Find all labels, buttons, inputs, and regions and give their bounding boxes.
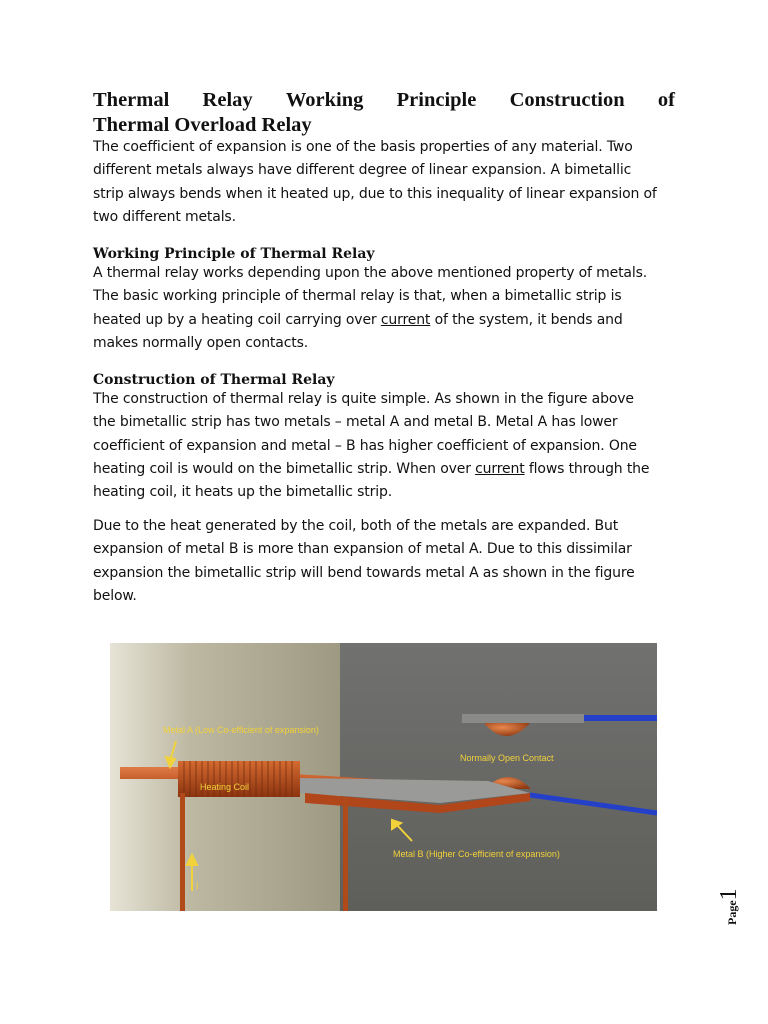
text-line: Due to the heat generated by the coil, both of the metals are expanded. But <box>93 518 619 534</box>
title-line-1 <box>93 88 675 113</box>
text-line: makes normally open contacts. <box>93 334 309 351</box>
upper-contact-arm <box>462 714 584 723</box>
text-line: heating coil is would on the bimetallic strip. When over current flows through the <box>93 460 650 477</box>
upper-wire <box>584 715 657 721</box>
page-number-value: 1 <box>716 888 742 901</box>
text-line: heating coil, it heats up the bimetallic strip. <box>93 484 392 501</box>
title-word: of <box>657 89 675 111</box>
construction-paragraph <box>93 388 678 504</box>
text-line: two different metals. <box>93 208 236 225</box>
working-principle-paragraph <box>93 262 678 355</box>
text-line: the bimetallic strip has two metals – metal A and metal B. Metal A has lower <box>93 414 618 431</box>
title-word: Construction <box>509 89 625 111</box>
thermal-relay-figure <box>110 643 657 911</box>
page-title <box>93 88 675 138</box>
coil-lead-left <box>180 793 185 911</box>
working-principle-heading: Working Principle of Thermal Relay <box>93 246 375 262</box>
intro-paragraph <box>93 136 678 229</box>
text-line: coefficient of expansion and metal – B has higher coefficient of expansion. One <box>93 437 637 454</box>
right-wall <box>340 643 657 911</box>
text-line: expansion the bimetallic strip will bend towards metal A as shown in the figure <box>93 564 635 581</box>
text-line: The basic working principle of thermal relay is that, when a bimetallic strip is <box>93 288 622 305</box>
text-line: expansion of metal B is more than expansion of metal A. Due to this dissimilar <box>93 541 632 558</box>
text-line: The construction of thermal relay is quite simple. As shown in the figure above <box>93 391 634 407</box>
title-word: Working <box>285 89 364 111</box>
current-link[interactable]: current <box>380 311 431 328</box>
title-word: Thermal <box>93 89 170 111</box>
label-metal-a: Metal A (Low Co-efficient of expansion) <box>163 725 319 735</box>
text-line: below. <box>93 587 137 604</box>
label-heating-coil: Heating Coil <box>200 782 250 792</box>
title-line-2: Thermal Overload Relay <box>93 114 312 136</box>
text-line: A thermal relay works depending upon the above mentioned property of metals. <box>93 265 648 281</box>
coil-lead-right <box>343 797 348 911</box>
current-link[interactable]: current <box>475 460 525 477</box>
text-line: heated up by a heating coil carrying over current of the system, it bends and <box>93 311 623 328</box>
text-line: The coefficient of expansion is one of the basis properties of any material. Two <box>93 139 633 155</box>
label-current: I <box>196 881 199 891</box>
title-word: Principle <box>396 89 477 111</box>
page-number <box>716 885 756 925</box>
label-metal-b: Metal B (Higher Co-efficient of expansion) <box>393 849 560 859</box>
text-line: strip always bends when it heated up, due to this inequality of linear expansion of <box>93 185 657 202</box>
title-word: Relay <box>202 89 253 111</box>
text-line: different metals always have different degree of linear expansion. A bimetallic <box>93 162 632 179</box>
label-normally-open-contact: Normally Open Contact <box>460 753 554 763</box>
construction-heading: Construction of Thermal Relay <box>93 372 335 388</box>
expansion-paragraph <box>93 515 678 608</box>
page-label: Page <box>725 900 739 925</box>
